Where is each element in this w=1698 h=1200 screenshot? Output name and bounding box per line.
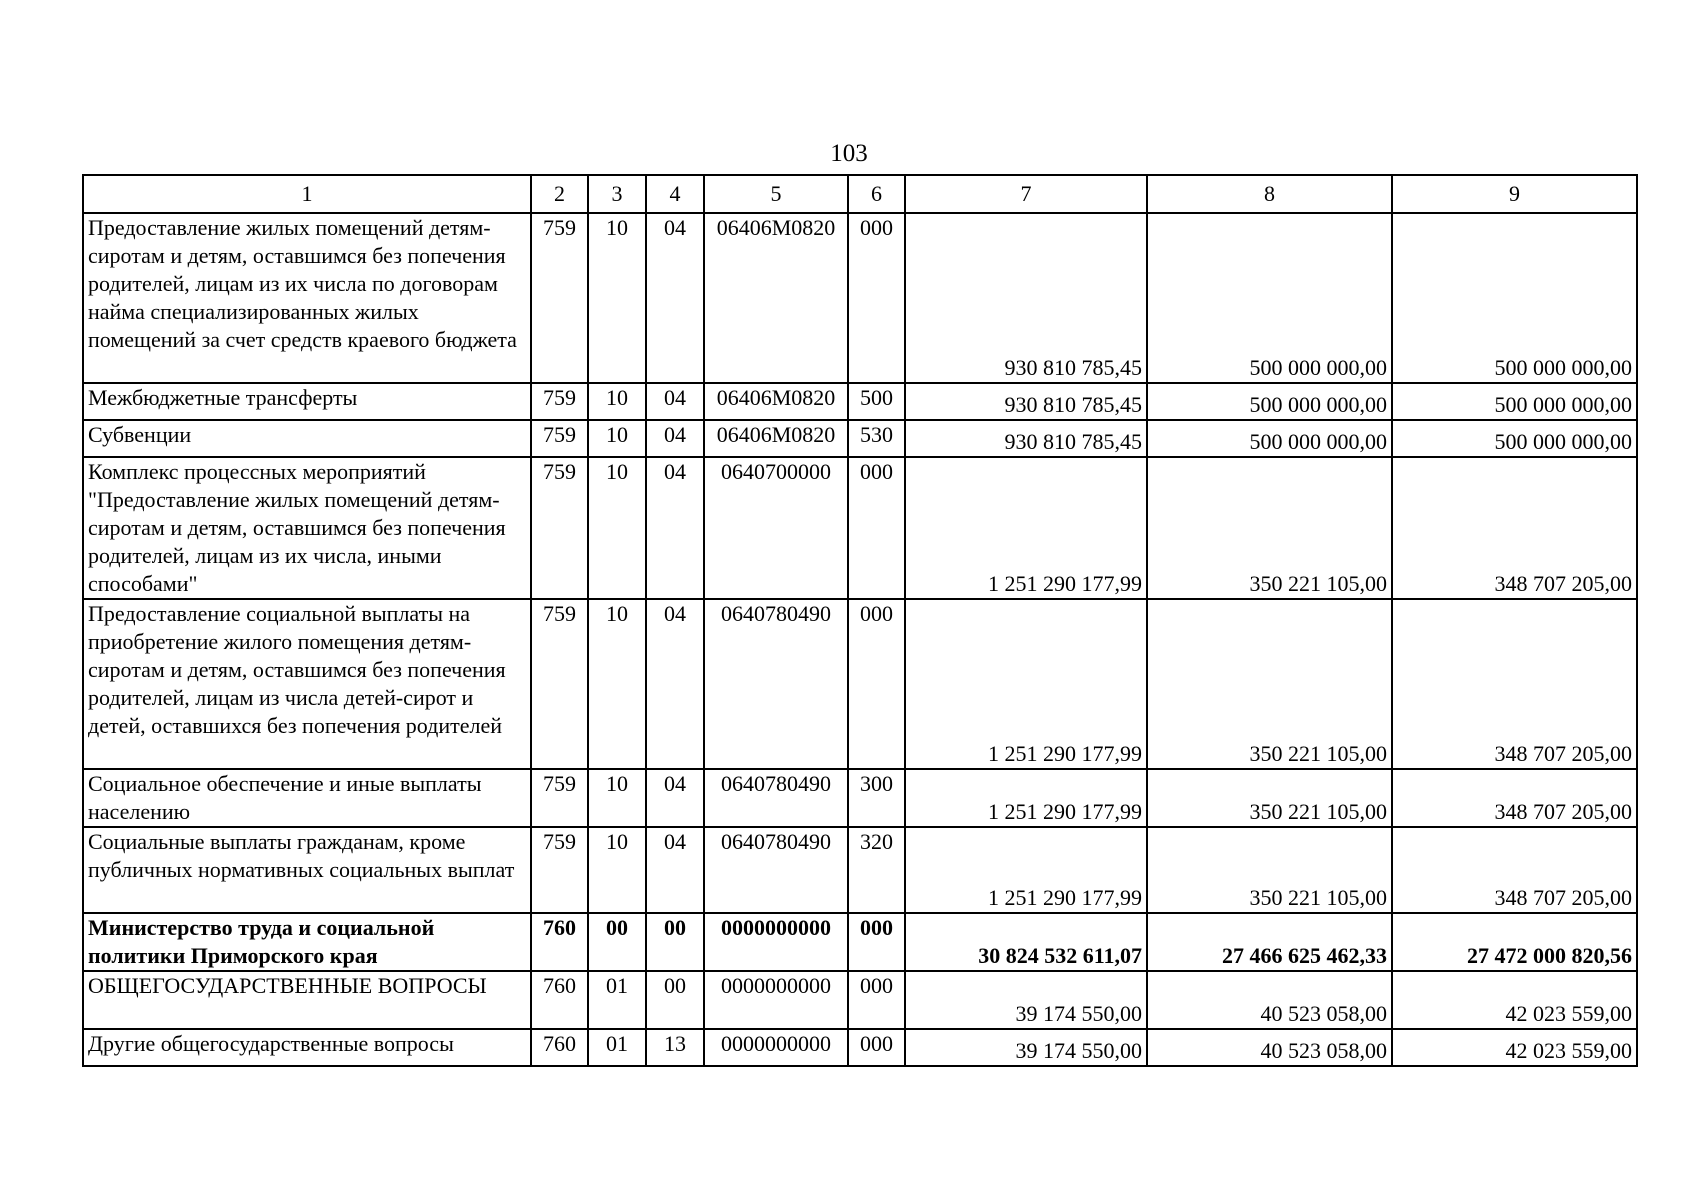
table-row bbox=[83, 213, 1637, 383]
row-code: 759 bbox=[531, 827, 588, 913]
row-code: 0640780490 bbox=[704, 599, 848, 769]
row-name: Социальные выплаты гражданам, кроме публичных нормативных социальных выплат bbox=[83, 827, 531, 913]
row-code: 000 bbox=[848, 1029, 905, 1066]
row-name: ОБЩЕГОСУДАРСТВЕННЫЕ ВОПРОСЫ bbox=[83, 971, 531, 1029]
table-row bbox=[83, 827, 1637, 913]
row-amount: 500 000 000,00 bbox=[1147, 383, 1392, 420]
table-row bbox=[83, 971, 1637, 1029]
row-code: 000 bbox=[848, 913, 905, 971]
row-code: 10 bbox=[588, 457, 646, 599]
table-row bbox=[83, 913, 1637, 971]
row-code: 04 bbox=[646, 457, 704, 599]
row-code: 0640780490 bbox=[704, 769, 848, 827]
column-header: 2 bbox=[531, 175, 588, 213]
row-code: 759 bbox=[531, 383, 588, 420]
column-header: 1 bbox=[83, 175, 531, 213]
page-number: 103 bbox=[830, 140, 868, 167]
row-amount: 500 000 000,00 bbox=[1147, 420, 1392, 457]
row-code: 04 bbox=[646, 769, 704, 827]
row-amount: 930 810 785,45 bbox=[905, 420, 1147, 457]
row-amount: 1 251 290 177,99 bbox=[905, 599, 1147, 769]
row-name: Субвенции bbox=[83, 420, 531, 457]
row-amount: 1 251 290 177,99 bbox=[905, 457, 1147, 599]
row-amount: 30 824 532 611,07 bbox=[905, 913, 1147, 971]
row-code: 10 bbox=[588, 213, 646, 383]
row-code: 06406М0820 bbox=[704, 213, 848, 383]
row-code: 01 bbox=[588, 971, 646, 1029]
row-code: 760 bbox=[531, 913, 588, 971]
row-code: 00 bbox=[588, 913, 646, 971]
column-header: 3 bbox=[588, 175, 646, 213]
row-amount: 27 466 625 462,33 bbox=[1147, 913, 1392, 971]
column-header: 8 bbox=[1147, 175, 1392, 213]
row-name: Предоставление жилых помещений детям-сиротам и детям, оставшимся без попечения родителей, лицам из их числа по договорам найма специализированных жилых помещений за счет средств краевого бюджета bbox=[83, 213, 531, 383]
column-header: 4 bbox=[646, 175, 704, 213]
row-code: 0000000000 bbox=[704, 971, 848, 1029]
row-name: Предоставление социальной выплаты на приобретение жилого помещения детям-сиротам и детям, оставшимся без попечения родителей, лицам из числа детей-сирот и детей, оставшихся без попечения родителей bbox=[83, 599, 531, 769]
row-amount: 39 174 550,00 bbox=[905, 971, 1147, 1029]
column-header: 7 bbox=[905, 175, 1147, 213]
row-code: 759 bbox=[531, 457, 588, 599]
row-name: Министерство труда и социальной политики Приморского края bbox=[83, 913, 531, 971]
row-amount: 350 221 105,00 bbox=[1147, 457, 1392, 599]
row-code: 10 bbox=[588, 599, 646, 769]
row-code: 530 bbox=[848, 420, 905, 457]
row-code: 759 bbox=[531, 213, 588, 383]
row-code: 759 bbox=[531, 599, 588, 769]
row-amount: 348 707 205,00 bbox=[1392, 457, 1637, 599]
row-amount: 1 251 290 177,99 bbox=[905, 769, 1147, 827]
row-amount: 500 000 000,00 bbox=[1147, 213, 1392, 383]
row-code: 01 bbox=[588, 1029, 646, 1066]
row-amount: 40 523 058,00 bbox=[1147, 1029, 1392, 1066]
table-row bbox=[83, 769, 1637, 827]
row-code: 10 bbox=[588, 383, 646, 420]
row-code: 760 bbox=[531, 971, 588, 1029]
row-amount: 930 810 785,45 bbox=[905, 213, 1147, 383]
row-code: 10 bbox=[588, 827, 646, 913]
row-amount: 500 000 000,00 bbox=[1392, 383, 1637, 420]
row-code: 04 bbox=[646, 213, 704, 383]
row-code: 06406М0820 bbox=[704, 383, 848, 420]
table-row bbox=[83, 599, 1637, 769]
row-amount: 1 251 290 177,99 bbox=[905, 827, 1147, 913]
row-code: 04 bbox=[646, 383, 704, 420]
row-code: 0000000000 bbox=[704, 1029, 848, 1066]
row-amount: 39 174 550,00 bbox=[905, 1029, 1147, 1066]
row-amount: 42 023 559,00 bbox=[1392, 1029, 1637, 1066]
table-row bbox=[83, 420, 1637, 457]
row-code: 500 bbox=[848, 383, 905, 420]
row-code: 04 bbox=[646, 599, 704, 769]
row-code: 0640700000 bbox=[704, 457, 848, 599]
row-code: 000 bbox=[848, 457, 905, 599]
row-amount: 500 000 000,00 bbox=[1392, 213, 1637, 383]
row-code: 04 bbox=[646, 420, 704, 457]
row-code: 00 bbox=[646, 913, 704, 971]
row-amount: 500 000 000,00 bbox=[1392, 420, 1637, 457]
row-code: 13 bbox=[646, 1029, 704, 1066]
row-name: Другие общегосударственные вопросы bbox=[83, 1029, 531, 1066]
column-header: 5 bbox=[704, 175, 848, 213]
row-amount: 27 472 000 820,56 bbox=[1392, 913, 1637, 971]
row-amount: 348 707 205,00 bbox=[1392, 769, 1637, 827]
row-code: 10 bbox=[588, 420, 646, 457]
row-code: 300 bbox=[848, 769, 905, 827]
row-name: Межбюджетные трансферты bbox=[83, 383, 531, 420]
row-code: 06406М0820 bbox=[704, 420, 848, 457]
row-code: 760 bbox=[531, 1029, 588, 1066]
row-code: 759 bbox=[531, 420, 588, 457]
row-name: Комплекс процессных мероприятий "Предоставление жилых помещений детям-сиротам и детям, оставшимся без попечения родителей, лицам из их числа, иными способами" bbox=[83, 457, 531, 599]
table-row bbox=[83, 1029, 1637, 1066]
row-amount: 42 023 559,00 bbox=[1392, 971, 1637, 1029]
table-row bbox=[83, 457, 1637, 599]
column-header: 9 bbox=[1392, 175, 1637, 213]
row-amount: 930 810 785,45 bbox=[905, 383, 1147, 420]
row-amount: 40 523 058,00 bbox=[1147, 971, 1392, 1029]
table-row bbox=[83, 383, 1637, 420]
row-code: 000 bbox=[848, 971, 905, 1029]
row-code: 000 bbox=[848, 599, 905, 769]
row-code: 759 bbox=[531, 769, 588, 827]
row-code: 320 bbox=[848, 827, 905, 913]
row-amount: 348 707 205,00 bbox=[1392, 827, 1637, 913]
row-name: Социальное обеспечение и иные выплаты населению bbox=[83, 769, 531, 827]
row-code: 0640780490 bbox=[704, 827, 848, 913]
row-amount: 348 707 205,00 bbox=[1392, 599, 1637, 769]
row-amount: 350 221 105,00 bbox=[1147, 827, 1392, 913]
row-code: 0000000000 bbox=[704, 913, 848, 971]
row-amount: 350 221 105,00 bbox=[1147, 599, 1392, 769]
row-code: 10 bbox=[588, 769, 646, 827]
column-header: 6 bbox=[848, 175, 905, 213]
row-code: 04 bbox=[646, 827, 704, 913]
budget-table bbox=[82, 174, 1638, 1067]
table-header-row bbox=[83, 175, 1637, 213]
row-code: 000 bbox=[848, 213, 905, 383]
row-code: 00 bbox=[646, 971, 704, 1029]
row-amount: 350 221 105,00 bbox=[1147, 769, 1392, 827]
